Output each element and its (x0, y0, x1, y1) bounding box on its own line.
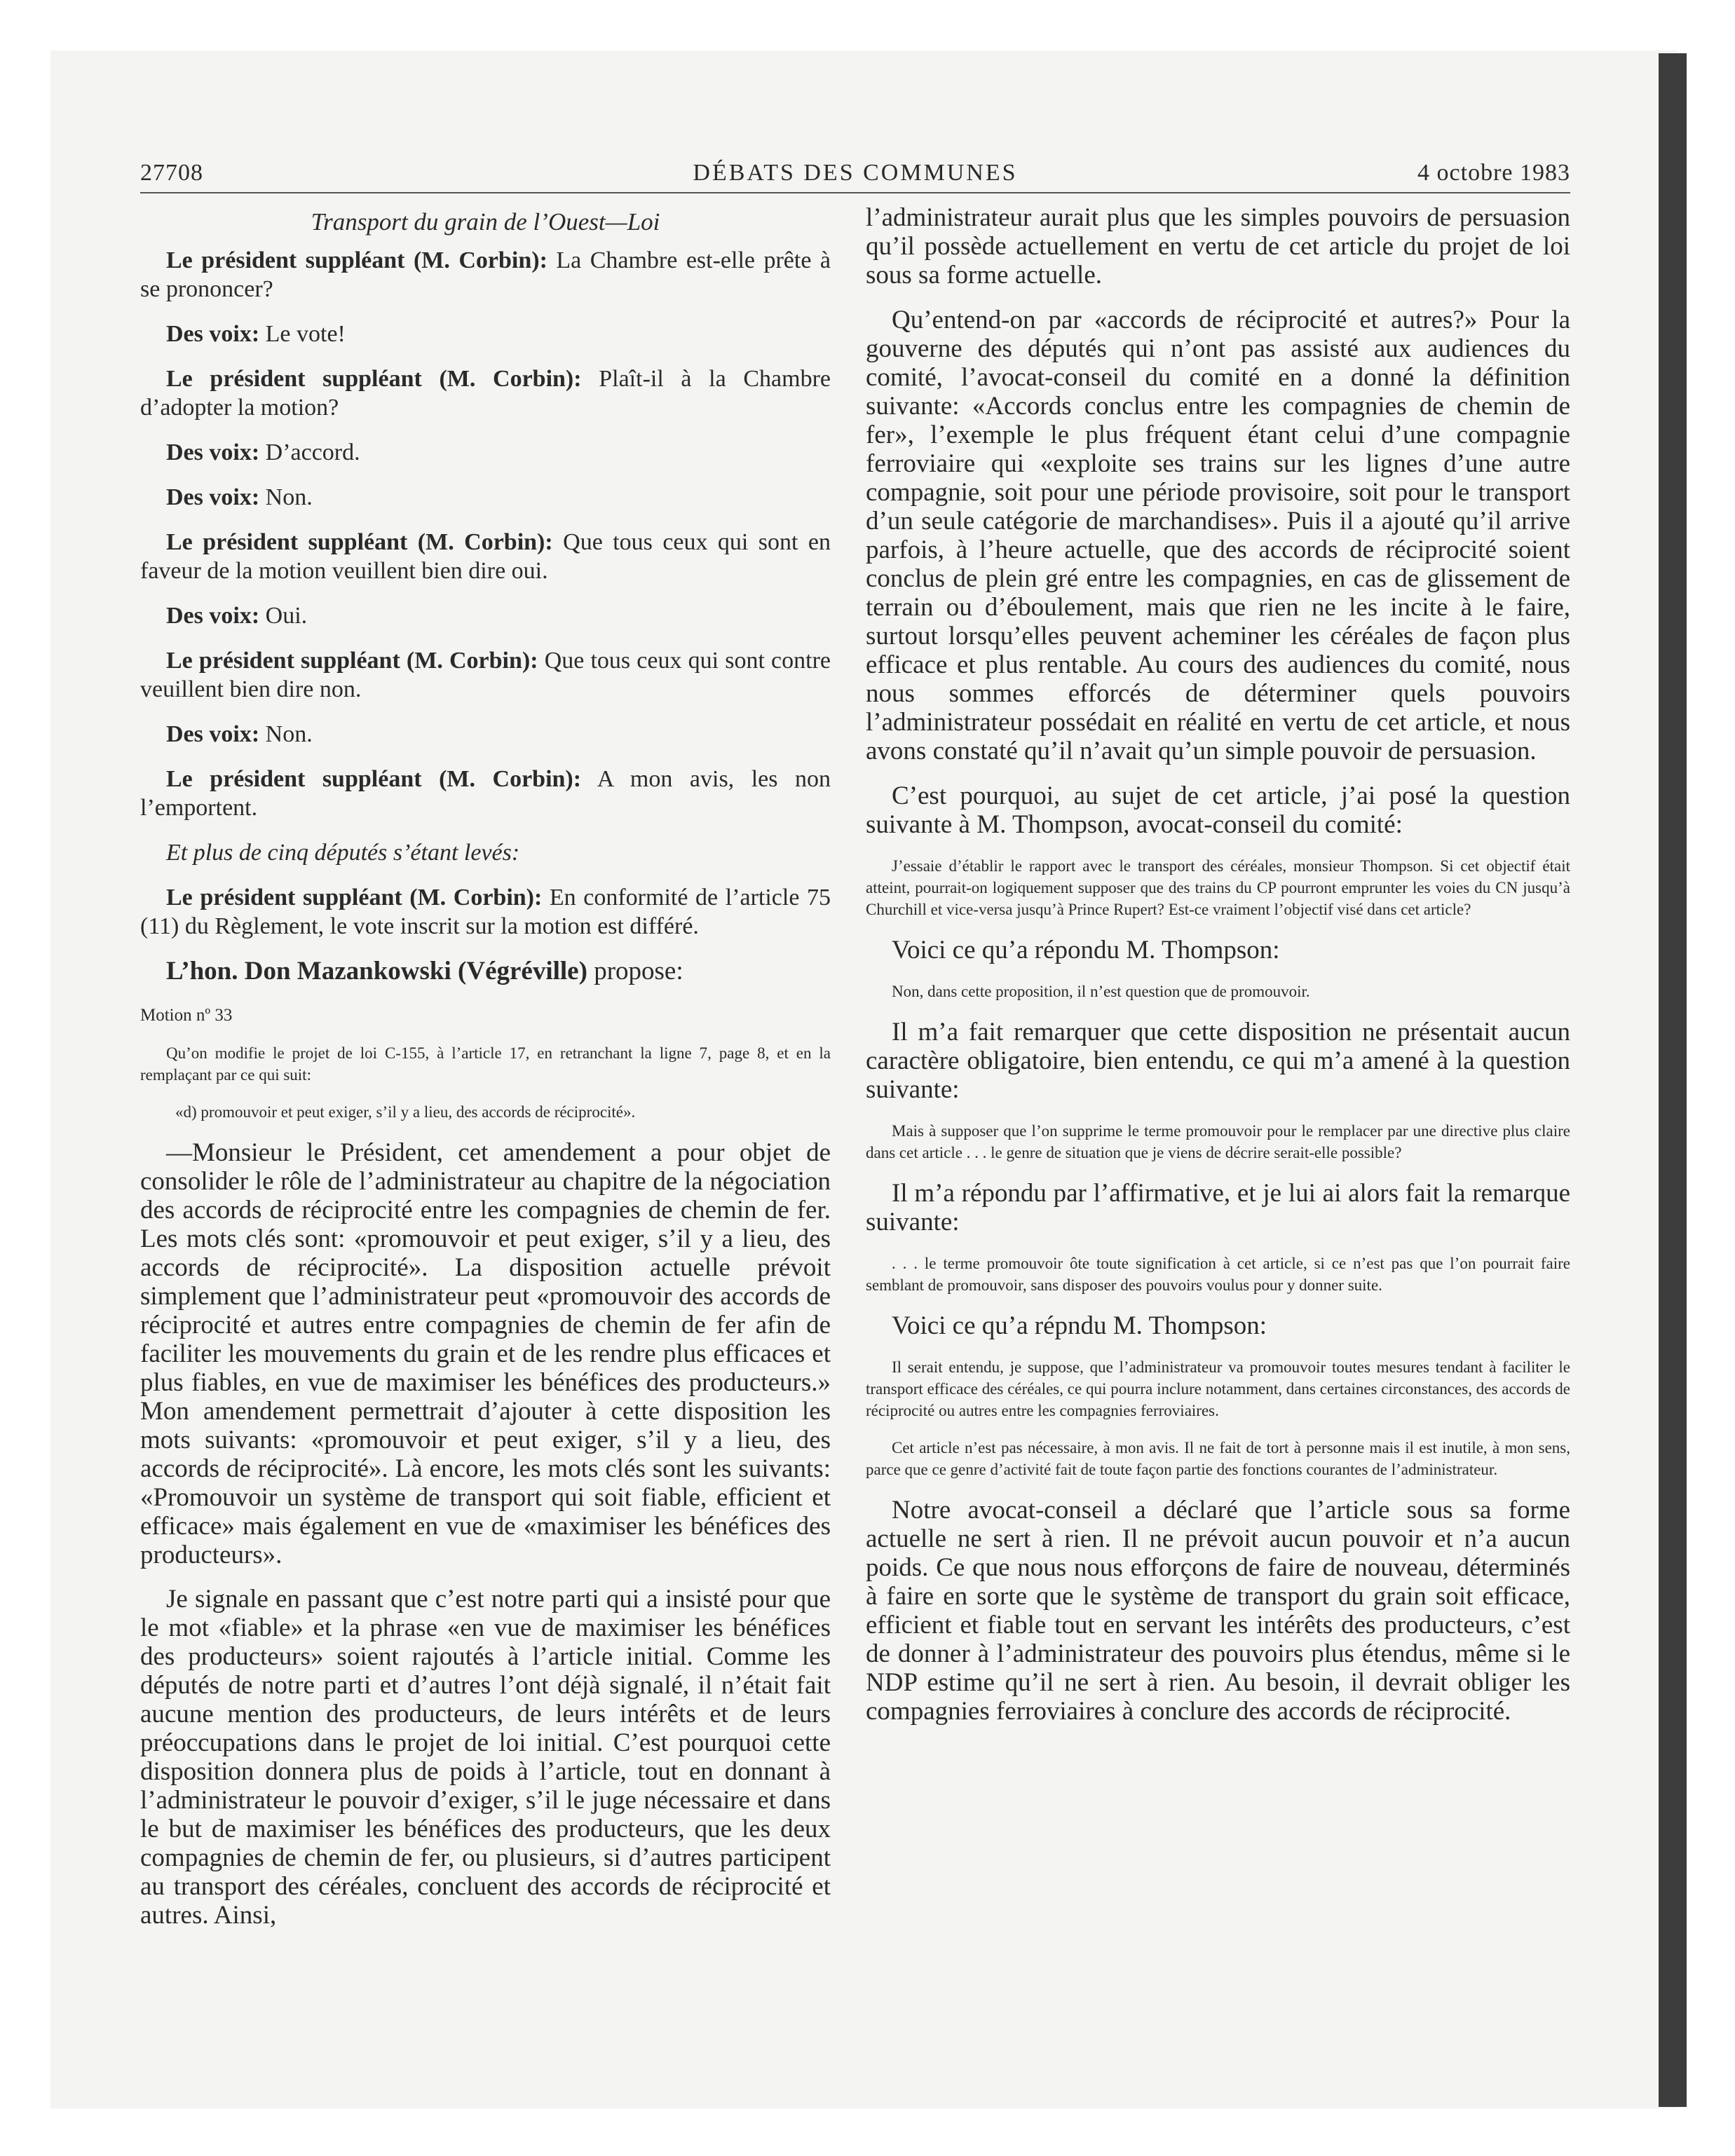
speech-paragraph: Notre avocat-conseil a déclaré que l’article sous sa forme actuelle ne sert à rien. Il ne prévoit aucun pouvoir et n’a aucun poids. Ce que nous nous efforçons de faire de nouveau, déterminés à faire en sorte que le système de transport du grain soit efficace, efficient et fiable tout en servant les intérêts des producteurs, c’est de donner à l’administrateur des pouvoirs plus étendus, même si le NDP estime qu’il ne sert à rien. Au besoin, il devrait obliger les compagnies ferroviaires à conclure des accords de réciprocité. (866, 1496, 1570, 1726)
speech-text: A mon avis, les non l’emportent. (140, 766, 831, 821)
quoted-exchange: J’essaie d’établir le rapport avec le transport des céréales, monsieur Thompson. Si cet objectif était atteint, pourrait-on logiquement supposer que des trains du CP pourront emprunter les voies du CN jusqu’à Churchill et vice-versa jusqu’à Prince Rupert? Est-ce vraiment l’objectif visé dans cet article? (866, 857, 1570, 918)
speech-item (140, 646, 831, 704)
speaker-name: Le président suppléant (M. Corbin): (166, 247, 547, 273)
speech-item (140, 246, 831, 303)
quoted-exchange: Mais à supposer que l’on supprime le terme promouvoir pour le remplacer par une directive plus claire dans cet article . . . le genre de situation que je viens de décrire serait-elle possible? (866, 1122, 1570, 1161)
publication-title: DÉBATS DES COMMUNES (693, 160, 1018, 186)
speaker-name: Des voix: (166, 439, 260, 465)
quoted-exchange: Cet article n’est pas nécessaire, à mon avis. Il ne fait de tort à personne mais il est inutile, à mon sens, parce que ce genre d’activité fait de toute façon partie des fonctions courantes de l’administrateur. (866, 1439, 1570, 1478)
speech-text: La Chambre est-elle prête à se prononcer? (140, 247, 831, 302)
speaker-name: Des voix: (166, 721, 260, 747)
speaker-name: Le président suppléant (M. Corbin): (166, 366, 582, 392)
mover-name: L’hon. Don Mazankowski (Végréville) (166, 957, 587, 985)
publication-date: 4 octobre 1983 (1417, 160, 1570, 186)
quoted-exchange: . . . le terme promouvoir ôte toute signification à cet article, si ce n’est pas que l’on pourrait faire semblant de promouvoir, sans disposer des pouvoirs voulus pour y donner suite. (866, 1255, 1570, 1294)
speech-paragraph: Il m’a répondu par l’affirmative, et je lui ai alors fait la remarque suivante: (866, 1179, 1570, 1236)
speech-text: D’accord. (259, 439, 360, 465)
speech-text: En conformité de l’article 75 (11) du Règlement, le vote inscrit sur la motion est différé. (140, 885, 831, 939)
speech-text: Non. (259, 484, 313, 510)
motion-amendment: «d) promouvoir et peut exiger, s’il y a lieu, des accords de réciprocité». (175, 1103, 636, 1121)
speech-paragraph: Qu’entend-on par «accords de réciprocité et autres?» Pour la gouverne des députés qui n’ont pas assisté aux audiences du comité, l’avocat-conseil du comité en a donné la définition suivante: «Accords conclus entre les compagnies de chemin de fer», l’exemple le plus fréquent étant celui d’une compagnie ferroviaire qui «exploite ses trains sur les lignes d’une autre compagnie, soit pour une période provisoire, soit pour le transport d’un seule catégorie de marchandises». Puis il a ajouté qu’il arrive parfois, à l’heure actuelle, que des accords de réciprocité soient conclus de plein gré entre les compagnies, en cas de glissement de terrain ou d’éboulement, mais que rien ne les incite à le faire, surtout lorsqu’elles peuvent acheminer les céréales de façon plus efficace et plus rentable. Au cours des audiences du comité, nous nous sommes efforcés de déterminer quels pouvoirs l’administrateur possédait en réalité en vertu de cet article, et nous avons constaté qu’il n’avait qu’un simple pouvoir de persuasion. (866, 306, 1570, 765)
speaker-name: Le président suppléant (M. Corbin): (166, 766, 582, 792)
speech-item (140, 883, 831, 941)
speaker-name: Des voix: (166, 484, 260, 510)
speech-paragraph: Voici ce qu’a répndu M. Thompson: (892, 1311, 1267, 1340)
speech-text: Plaît-il à la Chambre d’adopter la motion? (140, 366, 831, 421)
speech-paragraph: Je signale en passant que c’est notre parti qui a insisté pour que le mot «fiable» et la phrase «en vue de maximiser les bénéfices des producteurs» soient rajoutés à l’article initial. Comme les députés de notre parti et d’autres l’ont déjà signalé, il n’était fait aucune mention des producteurs, de leurs intérêts et de leurs préoccupations dans le projet de loi initial. C’est pourquoi cette disposition donnera plus de poids à l’article, tout en donnant à l’administrateur le pouvoir d’exiger, s’il le juge nécessaire et dans le but de maximiser les bénéfices des producteurs, que les deux compagnies de chemin de fer, ou plusieurs, si d’autres participent au transport des céréales, concluent des accords de réciprocité et autres. Ainsi, (140, 1585, 831, 1930)
motion-label: Motion nº 33 (140, 1006, 233, 1025)
mover-text: propose: (587, 957, 683, 985)
speech-item (140, 364, 831, 422)
speech-paragraph: —Monsieur le Président, cet amendement a pour objet de consolider le rôle de l’administrateur au chapitre de la négociation des accords de réciprocité entre les compagnies de chemin de fer. Les mots clés sont: «promouvoir et peut exiger, s’il y a lieu, des accords de réciprocité». La disposition actuelle prévoit simplement que l’administrateur peut «promouvoir des accords de réciprocité et autres entre compagnies de chemin de fer afin de faciliter les mouvements du grain et de les rendre plus efficaces et plus fiables, en vue de maximiser les bénéfices des producteurs.» Mon amendement permettrait d’ajouter à cette disposition les mots suivants: «promouvoir et peut exiger, s’il y a lieu, des accords de réciprocité». Là encore, les mots clés sont les suivants: «Promouvoir un système de transport qui soit fiable, efficient et efficace» mais également en vue de «maximiser les bénéfices des producteurs». (140, 1138, 831, 1569)
procedural-note: Et plus de cinq députés s’étant levés: (166, 840, 520, 866)
motion-mover (140, 957, 831, 985)
page-header (140, 153, 1570, 193)
speech-paragraph: Il m’a fait remarquer que cette disposition ne présentait aucun caractère obligatoire, bien entendu, ce qui m’a amené à la question suivante: (866, 1018, 1570, 1104)
speaker-name: Des voix: (166, 321, 260, 347)
section-title: Transport du grain de l’Ouest—Loi (311, 208, 660, 236)
speech-item (140, 765, 831, 822)
left-column (140, 203, 831, 1945)
speaker-name: Des voix: (166, 603, 260, 629)
speech-paragraph: l’administrateur aurait plus que les simples pouvoirs de persuasion qu’il possède actuellement en vertu de cet article du projet de loi sous sa forme actuelle. (866, 203, 1570, 289)
speech-text: Oui. (259, 603, 308, 629)
speech-item (140, 720, 831, 749)
speech-text: Non. (259, 721, 313, 747)
scan-edge-bar (1659, 53, 1687, 2107)
speech-paragraph: Voici ce qu’a répondu M. Thompson: (892, 936, 1280, 964)
quoted-exchange: Non, dans cette proposition, il n’est question que de promouvoir. (892, 983, 1310, 1000)
speech-text: Que tous ceux qui sont contre veuillent bien dire non. (140, 648, 831, 702)
speaker-name: Le président suppléant (M. Corbin): (166, 529, 553, 555)
speech-item (140, 601, 831, 630)
quoted-exchange: Il serait entendu, je suppose, que l’administrateur va promouvoir toutes mesures tendant à faciliter le transport efficace des céréales, ce qui pourra inclure notamment, dans certaines circonstances, des accords de réciprocité ou autres entre les compagnies ferroviaires. (866, 1358, 1570, 1419)
speech-text: Que tous ceux qui sont en faveur de la motion veuillent bien dire oui. (140, 529, 831, 584)
right-column (866, 203, 1570, 1742)
speech-text: Le vote! (259, 321, 346, 347)
motion-text: Qu’on modifie le projet de loi C-155, à l’article 17, en retranchant la ligne 7, page 8, et en la remplaçant par ce qui suit: (140, 1044, 831, 1084)
page-number: 27708 (140, 160, 203, 186)
speech-item (140, 483, 831, 512)
speech-item (140, 320, 831, 348)
speaker-name: Le président suppléant (M. Corbin): (166, 885, 543, 910)
speech-paragraph: C’est pourquoi, au sujet de cet article, j’ai posé la question suivante à M. Thompson, avocat-conseil du comité: (866, 782, 1570, 839)
speaker-name: Le président suppléant (M. Corbin): (166, 648, 538, 674)
speech-item (140, 528, 831, 585)
speech-item (140, 438, 831, 467)
